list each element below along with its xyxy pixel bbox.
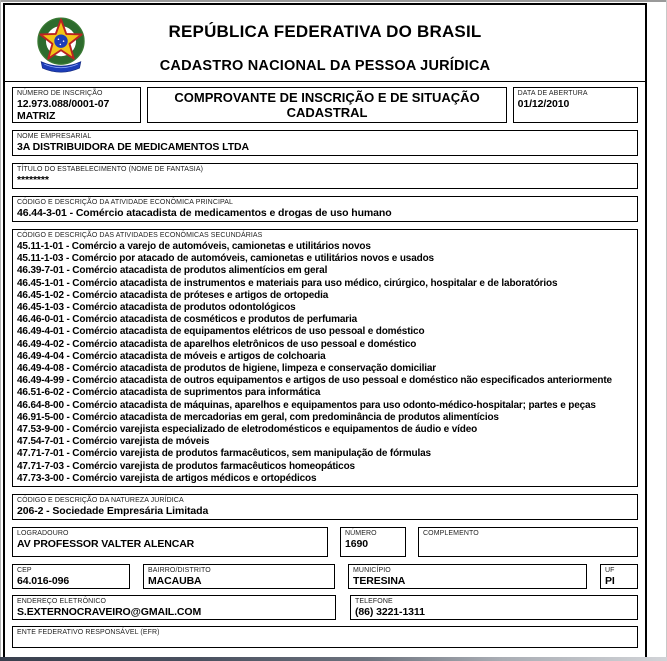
secondary-activity-item: 47.54-7-01 - Comércio varejista de móveis — [17, 436, 210, 448]
email-box — [12, 595, 336, 620]
cep-value: 64.016-096 — [17, 575, 70, 588]
branch-type-value: MATRIZ — [17, 110, 56, 122]
secondary-activity-item: 45.11-1-01 - Comércio a varejo de automóveis, camionetas e utilitários novos — [17, 241, 371, 252]
phone-box — [350, 595, 638, 620]
opening-date-label: DATA DE ABERTURA — [517, 90, 588, 97]
secondary-activity-item: 46.46-0-01 - Comércio atacadista de cosméticos e produtos de perfumaria — [17, 314, 358, 326]
email-value: S.EXTERNOCRAVEIRO@GMAIL.COM — [17, 606, 202, 619]
brazil-coat-of-arms-icon — [29, 12, 93, 78]
secondary-activity-item: 47.71-7-01 - Comércio varejista de produtos farmacêuticos, sem manipulação de fórmulas — [17, 448, 431, 460]
city-label: MUNICÍPIO — [353, 567, 391, 575]
secondary-activity-item: 46.49-4-99 - Comércio atacadista de outros equipamentos e artigos de uso pessoal e doméstico não especificados anteriormente — [17, 375, 612, 387]
secondary-activity-item: 46.39-7-01 - Comércio atacadista de produtos alimentícios em geral — [17, 265, 328, 277]
secondary-activity-item: 46.91-5-00 - Comércio atacadista de mercadorias em geral, com predominância de produtos alimentícios — [17, 411, 499, 423]
secondary-activity-item: 46.49-4-02 - Comércio atacadista de aparelhos eletrônicos de uso pessoal e doméstico — [17, 338, 417, 350]
legal-nature-label: CÓDIGO E DESCRIÇÃO DA NATUREZA JURÍDICA — [17, 497, 184, 505]
secondary-activity-item: 46.49-4-08 - Comércio atacadista de produtos de higiene, limpeza e conservação domiciliar — [17, 363, 437, 375]
header-titles — [5, 5, 645, 74]
document-header — [5, 5, 645, 82]
secondary-activity-item: 46.45-1-01 - Comércio atacadista de instrumentos e materiais para uso médico, cirúrgico, hospitalar e de laboratórios — [17, 277, 558, 289]
city-box — [348, 564, 587, 589]
phone-label: TELEFONE — [355, 598, 393, 606]
district-box — [143, 564, 335, 589]
inscription-number-box — [12, 87, 141, 123]
secondary-activity-item: 46.64-8-00 - Comércio atacadista de máquinas, aparelhos e equipamentos para uso odonto-médico-hospitalar; partes e peças — [17, 399, 596, 411]
company-name-value: 3A DISTRIBUIDORA DE MEDICAMENTOS LTDA — [17, 141, 249, 153]
republic-title: REPÚBLICA FEDERATIVA DO BRASIL — [168, 22, 482, 41]
legal-nature-value: 206-2 - Sociedade Empresária Limitada — [17, 505, 209, 518]
window-left-edge — [0, 0, 1, 661]
district-label: BAIRRO/DISTRITO — [148, 567, 211, 575]
trade-name-box — [12, 163, 638, 189]
main-activity-value: 46.44-3-01 - Comércio atacadista de medicamentos e drogas de uso humano — [17, 207, 392, 219]
state-label: UF — [605, 567, 615, 575]
complement-label: COMPLEMENTO — [423, 530, 479, 538]
secondary-activities-box — [12, 229, 638, 487]
secondary-activity-item: 46.49-4-01 - Comércio atacadista de equipamentos elétricos de uso pessoal e doméstico — [17, 326, 425, 338]
document-body — [5, 82, 645, 648]
trade-name-value: ******** — [17, 174, 49, 186]
window-bottom-edge — [0, 657, 667, 661]
legal-nature-box — [12, 494, 638, 520]
inscription-number-label: NÚMERO DE INSCRIÇÃO — [17, 90, 103, 97]
secondary-activity-item: 46.51-6-02 - Comércio atacadista de suprimentos para informática — [17, 387, 321, 399]
secondary-activity-item: 46.49-4-04 - Comércio atacadista de móveis e artigos de colchoaria — [17, 350, 326, 362]
street-number-value: 1690 — [345, 538, 368, 551]
state-box — [600, 564, 638, 589]
secondary-activity-item: 47.71-7-03 - Comércio varejista de produtos farmacêuticos homeopáticos — [17, 460, 355, 472]
efr-label: ENTE FEDERATIVO RESPONSÁVEL (EFR) — [17, 629, 160, 637]
secondary-activity-item: 47.53-9-00 - Comércio varejista especializado de eletrodomésticos e equipamentos de áudio e vídeo — [17, 424, 478, 436]
street-box — [12, 527, 328, 557]
opening-date-box — [513, 87, 638, 123]
registry-subtitle: CADASTRO NACIONAL DA PESSOA JURÍDICA — [159, 58, 491, 74]
secondary-activities-list — [17, 241, 633, 485]
cnpj-document — [3, 3, 647, 661]
phone-value: (86) 3221-1311 — [355, 606, 425, 619]
opening-date-value: 01/12/2010 — [517, 98, 570, 110]
inscription-number-value: 12.973.088/0001-07 — [17, 98, 110, 110]
cep-label: CEP — [17, 567, 32, 575]
street-label: LOGRADOURO — [17, 530, 69, 538]
complement-box — [418, 527, 638, 557]
company-name-box — [12, 130, 638, 156]
cep-box — [12, 564, 130, 589]
company-name-label: NOME EMPRESARIAL — [17, 133, 92, 140]
street-number-box — [340, 527, 406, 557]
document-title: COMPROVANTE DE INSCRIÇÃO E DE SITUAÇÃO CADASTRAL — [147, 87, 506, 123]
secondary-activity-item: 45.11-1-03 - Comércio por atacado de automóveis, camionetas e utilitários novos e usados — [17, 253, 434, 265]
efr-box — [12, 626, 638, 648]
main-activity-label: CÓDIGO E DESCRIÇÃO DA ATIVIDADE ECONÔMICA PRINCIPAL — [17, 199, 234, 206]
street-value: AV PROFESSOR VALTER ALENCAR — [17, 538, 195, 551]
secondary-activities-label: CÓDIGO E DESCRIÇÃO DAS ATIVIDADES ECONÔMICAS SECUNDÁRIAS — [17, 232, 263, 239]
city-value: TERESINA — [353, 575, 406, 588]
secondary-activity-item: 47.73-3-00 - Comércio varejista de artigos médicos e ortopédicos — [17, 472, 317, 484]
email-label: ENDEREÇO ELETRÔNICO — [17, 598, 107, 606]
district-value: MACAUBA — [148, 575, 202, 588]
secondary-activity-item: 46.45-1-03 - Comércio atacadista de produtos odontológicos — [17, 302, 296, 314]
window-top-edge — [0, 0, 667, 2]
street-number-label: NÚMERO — [345, 530, 377, 538]
trade-name-label: TÍTULO DO ESTABELECIMENTO (NOME DE FANTASIA) — [17, 166, 204, 173]
secondary-activity-item: 46.45-1-02 - Comércio atacadista de próteses e artigos de ortopedia — [17, 289, 329, 301]
main-activity-box — [12, 196, 638, 222]
state-value: PI — [605, 575, 615, 588]
